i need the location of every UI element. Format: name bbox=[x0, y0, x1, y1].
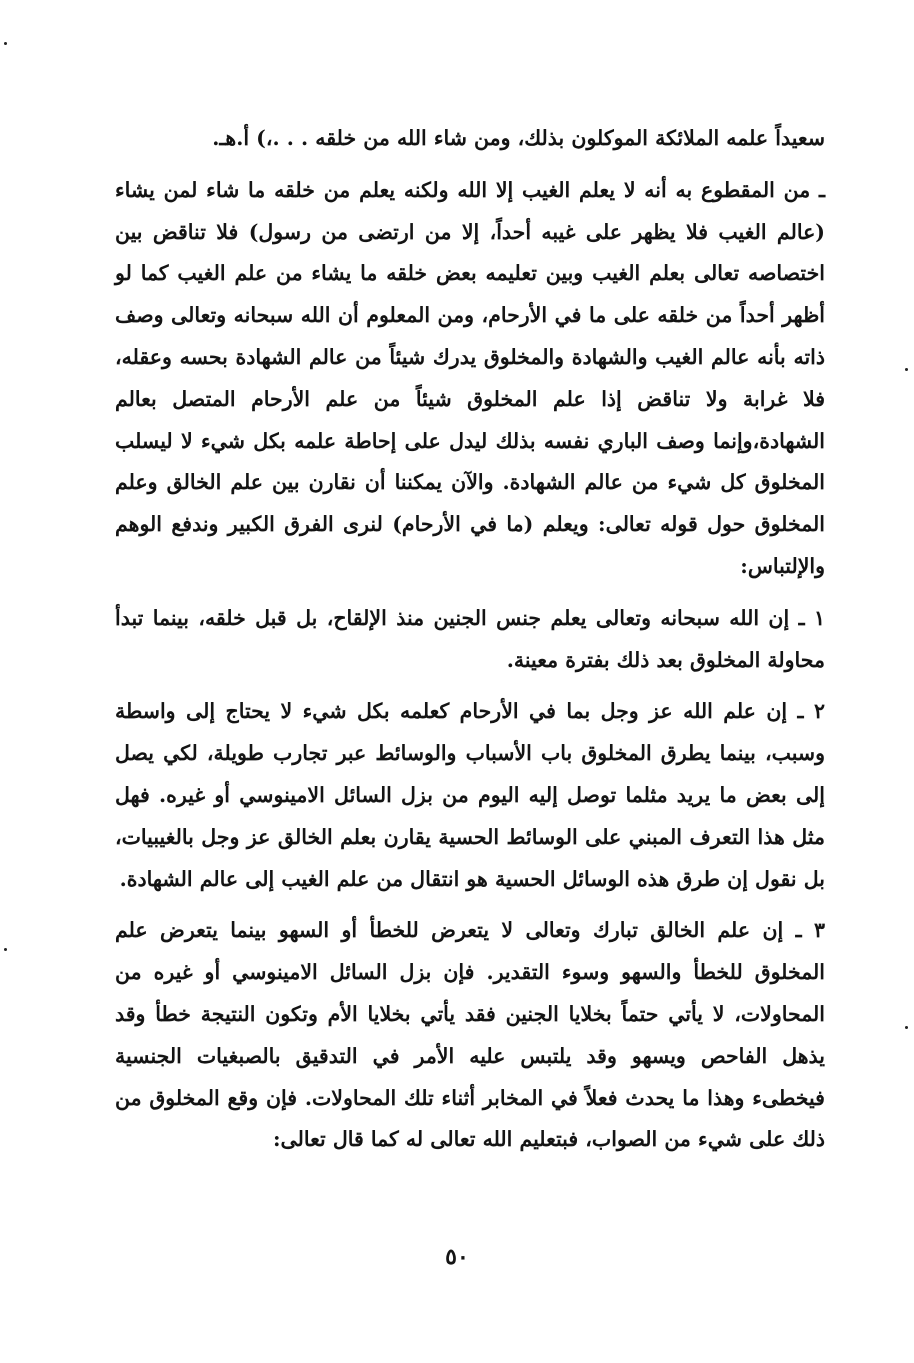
page-number: ٥٠ bbox=[445, 1244, 469, 1270]
scan-speck bbox=[905, 1026, 908, 1029]
list-item-3: ٣ ـ إن علم الخالق تبارك وتعالى لا يتعرض للخطأ أو السهو بينما يتعرض علم المخلوق للخطأ والسهو وسوء التقدير. فإن بزل السائل الامينوسي أو غيره من المحاولات، لا يأتي حتماً بخلايا الجنين فقد يأتي بخلايا الأم وتكون النتيجة خطأ وقد يذهل الفاحص ويسهو وقد يلتبس عليه الأمر في التدقيق بالصبغيات الجنسية فيخطىء وهذا ما يحدث فعلاً في المخابر أثناء تلك المحاولات. فإن وقع المخلوق من ذلك على شيء من الصواب، فبتعليم الله تعالى له كما قال تعالى: bbox=[115, 918, 825, 1152]
list-item-1: ١ ـ إن الله سبحانه وتعالى يعلم جنس الجنين منذ الإلقاح، بل قبل خلقه، بينما تبدأ محاولة المخلوق بعد ذلك بفترة معينة. bbox=[115, 605, 825, 672]
list-item-2: ٢ ـ إن علم الله عز وجل بما في الأرحام كعلمه بكل شيء لا يحتاج إلى واسطة وسبب، بينما يطرق المخلوق باب الأسباب والوسائط عبر تجارب طويلة، لكي يصل إلى بعض ما يريد مثلما توصل إليه اليوم من بزل السائل الامينوسي أو غيره. فهل مثل هذا التعرف المبني على الوسائط الحسية يقارن بعلم الخالق عز وجل بالغيبيات، بل نقول إن طرق هذه الوسائل الحسية هو انتقال من علم الغيب إلى عالم الشهادة. bbox=[115, 699, 825, 891]
scan-speck bbox=[905, 368, 908, 371]
paragraph-continuation: سعيداً علمه الملائكة الموكلون بذلك، ومن شاء الله من خلقه . . .،) أ.هـ. bbox=[212, 126, 825, 150]
scan-speck bbox=[4, 42, 7, 45]
scan-speck bbox=[4, 948, 7, 951]
page-body bbox=[115, 118, 825, 1161]
paragraph-unseen-knowledge: ـ من المقطوع به أنه لا يعلم الغيب إلا الله ولكنه يعلم من خلقه ما شاء لمن يشاء (عالم الغيب فلا يظهر على غيبه أحداً، إلا من ارتضى من رسول) فلا تناقض بين اختصاصه تعالى بعلم الغيب وبين تعليمه بعض خلقه ما يشاء من علم الغيب كما لو أظهر أحداً من خلقه على ما في الأرحام، ومن المعلوم أن الله سبحانه وتعالى وصف ذاته بأنه عالم الغيب والشهادة والمخلوق يدرك شيئاً من عالم الشهادة بحسه وعقله، فلا غرابة ولا تناقض إذا علم المخلوق شيئاً من علم الأرحام المتصل بعالم الشهادة،وإنما وصف الباري نفسه بذلك ليدل على إحاطة علمه بكل شيء لا ليسلب المخلوق كل شيء من عالم الشهادة. والآن يمكننا أن نقارن بين علم الخالق وعلم المخلوق حول قوله تعالى: ويعلم (ما في الأرحام) لنرى الفرق الكبير وندفع الوهم والإلتباس: bbox=[115, 177, 825, 578]
